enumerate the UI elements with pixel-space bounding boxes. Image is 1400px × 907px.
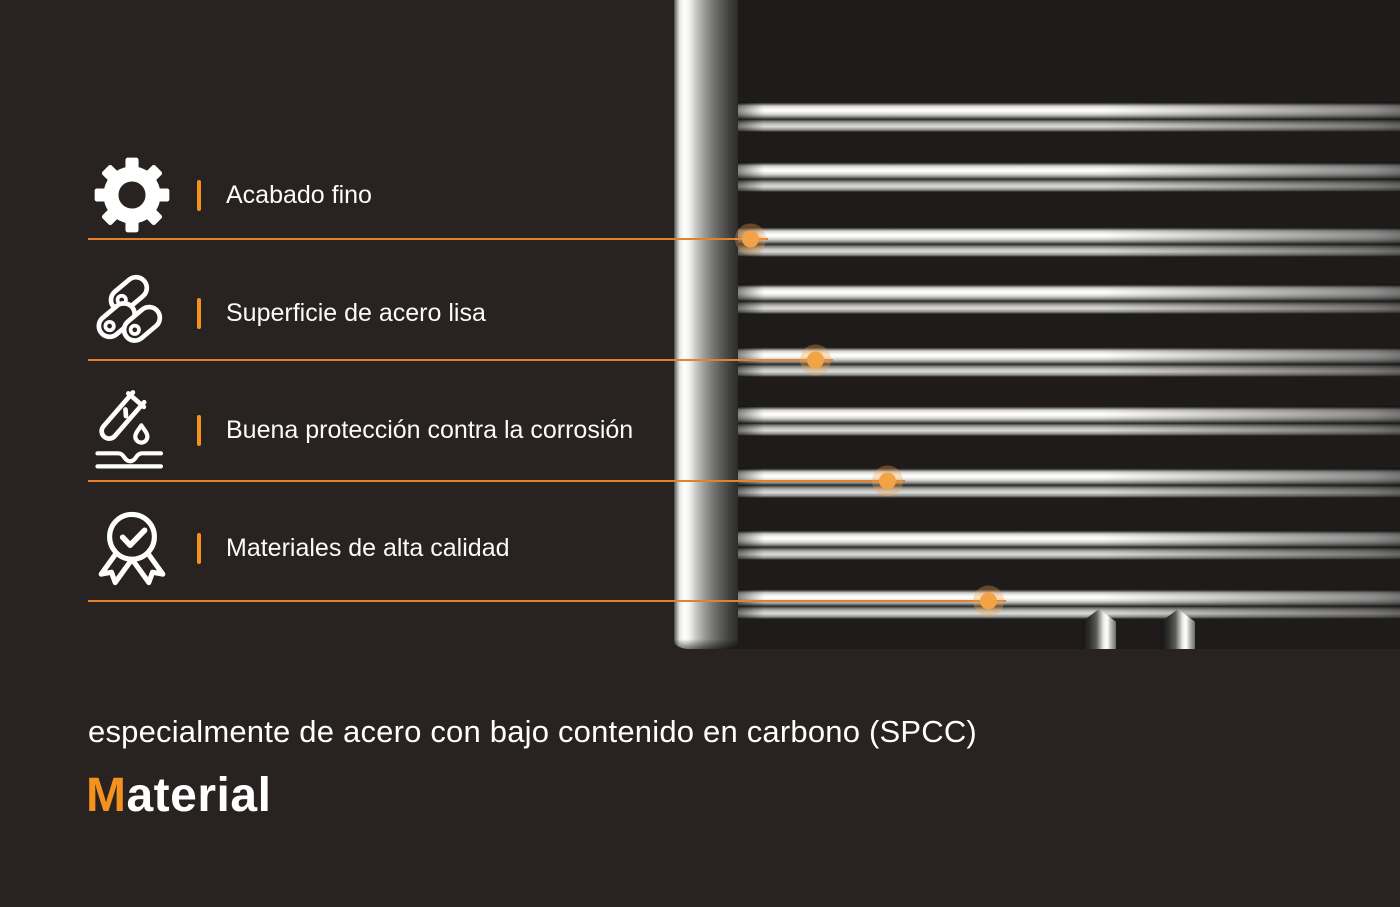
towel-bar (736, 102, 1400, 132)
gear-icon (88, 151, 176, 239)
callout-dot (807, 352, 824, 369)
leader-line (88, 480, 905, 482)
towel-bar (736, 162, 1400, 192)
towel-bar (736, 530, 1400, 560)
material-subtitle: especialmente de acero con bajo contenido en carbono (SPCC) (88, 714, 977, 749)
title-rest: aterial (126, 769, 272, 822)
feature-label: Materiales de alta calidad (226, 533, 510, 562)
callout-dot (980, 593, 997, 610)
towel-bar (736, 589, 1400, 619)
title-accent-letter: M (86, 769, 127, 822)
side-pole (674, 0, 738, 649)
feature-label: Superficie de acero lisa (226, 298, 486, 327)
towel-bar (736, 468, 1400, 498)
feature-row-corrosion (88, 385, 633, 475)
towel-bar (736, 227, 1400, 257)
feature-row-surface (88, 268, 486, 358)
accent-separator (197, 298, 201, 329)
callout-dot (879, 473, 896, 490)
page-title (86, 768, 271, 823)
callout-dot (742, 231, 759, 248)
feature-row-finish (88, 150, 372, 240)
leader-line (88, 600, 1006, 602)
accent-separator (197, 415, 201, 446)
accent-separator (197, 533, 201, 564)
feature-label: Buena protección contra la corrosión (226, 415, 634, 444)
feature-label: Acabado fino (226, 180, 372, 209)
towel-bar (736, 406, 1400, 436)
feature-row-quality (88, 503, 510, 593)
towel-bar (736, 284, 1400, 314)
steel-pipes-icon (88, 269, 176, 357)
towel-bar (736, 347, 1400, 377)
leader-line (88, 359, 833, 361)
accent-separator (197, 180, 201, 211)
quality-medal-icon (88, 504, 176, 592)
corrosion-test-icon (88, 386, 176, 474)
